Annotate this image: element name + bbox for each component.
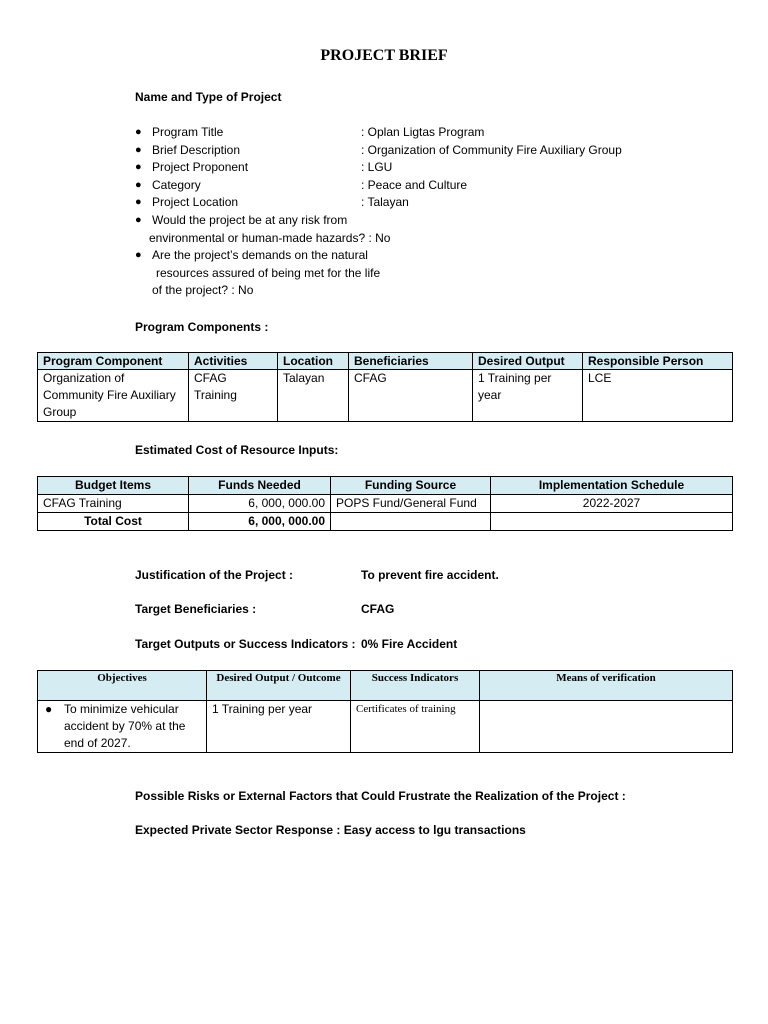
list-item: ● Project Proponent : LGU — [135, 159, 695, 177]
column-header: Desired Output / Outcome — [207, 671, 351, 701]
target-outputs-label: Target Outputs or Success Indicators : — [135, 637, 356, 651]
table-cell — [491, 513, 733, 531]
bullet-icon: ● — [135, 196, 142, 209]
risks-line: Possible Risks or External Factors that Could Frustrate the Realization of the Project : — [135, 789, 626, 803]
target-beneficiaries-label: Target Beneficiaries : — [135, 602, 257, 616]
bullet-icon: ● — [135, 178, 142, 191]
table-cell: LCE — [583, 370, 733, 422]
table-row — [38, 370, 733, 422]
table-cell: CFAG Training — [38, 495, 189, 513]
column-header: Responsible Person — [583, 353, 733, 370]
table-cell: 2022-2027 — [491, 495, 733, 513]
total-label: Total Cost — [38, 513, 189, 531]
bullet-icon: ● — [135, 126, 142, 138]
private-sector-line: Expected Private Sector Response : Easy access to lgu transactions — [135, 823, 526, 837]
resources-question: ● Are the project’s demands on the natural resources assured of being met for the life of the project? : No — [135, 248, 381, 298]
column-header: Beneficiaries — [349, 353, 473, 370]
table-cell — [331, 513, 491, 531]
components-heading: Program Components : — [135, 320, 269, 334]
total-row — [38, 513, 733, 531]
table-cell: CFAG Training — [189, 370, 278, 422]
list-item: ● Program Title : Oplan Ligtas Program — [135, 124, 695, 142]
column-header: Implementation Schedule — [491, 477, 733, 495]
column-header: Means of verification — [480, 671, 733, 701]
list-item: ● Project Location : Talayan — [135, 194, 695, 212]
table-cell: ● To minimize vehicular accident by 70% at the end of 2027. — [38, 701, 207, 753]
bullet-icon: ● — [135, 249, 142, 262]
bullet-icon: ● — [45, 702, 53, 716]
name-type-heading: Name and Type of Project — [135, 90, 282, 104]
column-header: Activities — [189, 353, 278, 370]
column-header: Funding Source — [331, 477, 491, 495]
risk-question: ● Would the project be at any risk from environmental or human-made hazards? : No — [135, 212, 391, 245]
target-outputs-value: 0% Fire Accident — [361, 637, 458, 651]
bullet-icon: ● — [135, 213, 142, 226]
table-row — [38, 495, 733, 513]
table-header-row — [38, 353, 733, 370]
table-cell: POPS Fund/General Fund — [331, 495, 491, 513]
target-beneficiaries-value: CFAG — [361, 602, 395, 616]
bullet-icon: ● — [135, 143, 142, 156]
column-header: Location — [278, 353, 349, 370]
table-cell: Talayan — [278, 370, 349, 422]
components-table — [37, 352, 733, 422]
cost-table — [37, 476, 733, 531]
table-cell — [480, 701, 733, 753]
list-item: ● Brief Description : Organization of Community Fire Auxiliary Group — [135, 142, 695, 160]
table-cell: 1 Training per year — [207, 701, 351, 753]
list-item: ● Category : Peace and Culture — [135, 177, 695, 195]
table-cell: Organization of Community Fire Auxiliary Group — [38, 370, 189, 422]
table-header-row — [38, 477, 733, 495]
column-header: Desired Output — [473, 353, 583, 370]
column-header: Program Component — [38, 353, 189, 370]
cost-heading: Estimated Cost of Resource Inputs: — [135, 443, 339, 457]
table-header-row — [38, 671, 733, 701]
objectives-table — [37, 670, 733, 753]
table-cell: 1 Training per year — [473, 370, 583, 422]
table-row — [38, 701, 733, 753]
project-details-list — [135, 124, 695, 300]
column-header: Funds Needed — [189, 477, 331, 495]
column-header: Success Indicators — [351, 671, 480, 701]
total-funds: 6, 000, 000.00 — [189, 513, 331, 531]
table-cell: 6, 000, 000.00 — [189, 495, 331, 513]
table-cell: Certificates of training — [351, 701, 480, 753]
bullet-icon: ● — [135, 161, 142, 174]
column-header: Budget Items — [38, 477, 189, 495]
page-title: PROJECT BRIEF — [320, 47, 448, 64]
justification-label: Justification of the Project : — [135, 568, 294, 582]
justification-value: To prevent fire accident. — [361, 568, 499, 582]
column-header: Objectives — [38, 671, 207, 701]
table-cell: CFAG — [349, 370, 473, 422]
